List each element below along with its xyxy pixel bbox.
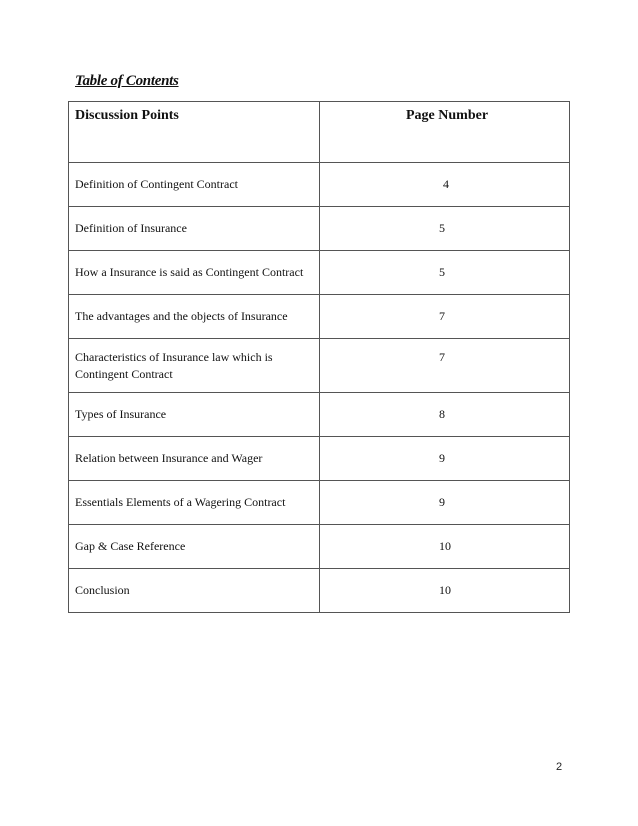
page-number-cell: 7 xyxy=(320,295,570,339)
discussion-point-cell: Types of Insurance xyxy=(69,393,320,437)
page-number-footer: 2 xyxy=(556,761,563,773)
page-number-cell: 5 xyxy=(320,251,570,295)
page-number-cell: 5 xyxy=(320,207,570,251)
table-row xyxy=(69,393,570,437)
page-number-cell: 8 xyxy=(320,393,570,437)
table-row xyxy=(69,251,570,295)
page-number-cell: 10 xyxy=(320,569,570,613)
page-number-header: Page Number xyxy=(320,102,570,163)
table-row xyxy=(69,437,570,481)
toc-title: Table of Contents xyxy=(75,73,179,89)
table-row xyxy=(69,569,570,613)
table-row xyxy=(69,525,570,569)
page-number-cell: 9 xyxy=(320,481,570,525)
discussion-points-header: Discussion Points xyxy=(69,102,320,163)
discussion-point-cell: Conclusion xyxy=(69,569,320,613)
toc-table xyxy=(68,101,570,613)
discussion-point-cell: How a Insurance is said as Contingent Contract xyxy=(69,251,320,295)
table-row xyxy=(69,339,570,393)
discussion-point-cell: Definition of Contingent Contract xyxy=(69,163,320,207)
table-row xyxy=(69,295,570,339)
table-row xyxy=(69,481,570,525)
page-number-cell: 9 xyxy=(320,437,570,481)
discussion-point-cell: Essentials Elements of a Wagering Contract xyxy=(69,481,320,525)
page-number-cell: 10 xyxy=(320,525,570,569)
discussion-point-cell: Relation between Insurance and Wager xyxy=(69,437,320,481)
discussion-point-cell: Characteristics of Insurance law which is Contingent Contract xyxy=(69,339,320,393)
page-number-cell: 7 xyxy=(320,339,570,393)
table-header-row xyxy=(69,102,570,163)
discussion-point-cell: Definition of Insurance xyxy=(69,207,320,251)
table-row xyxy=(69,163,570,207)
page-number-cell: 4 xyxy=(320,163,570,207)
discussion-point-cell: The advantages and the objects of Insurance xyxy=(69,295,320,339)
discussion-point-cell: Gap & Case Reference xyxy=(69,525,320,569)
table-row xyxy=(69,207,570,251)
